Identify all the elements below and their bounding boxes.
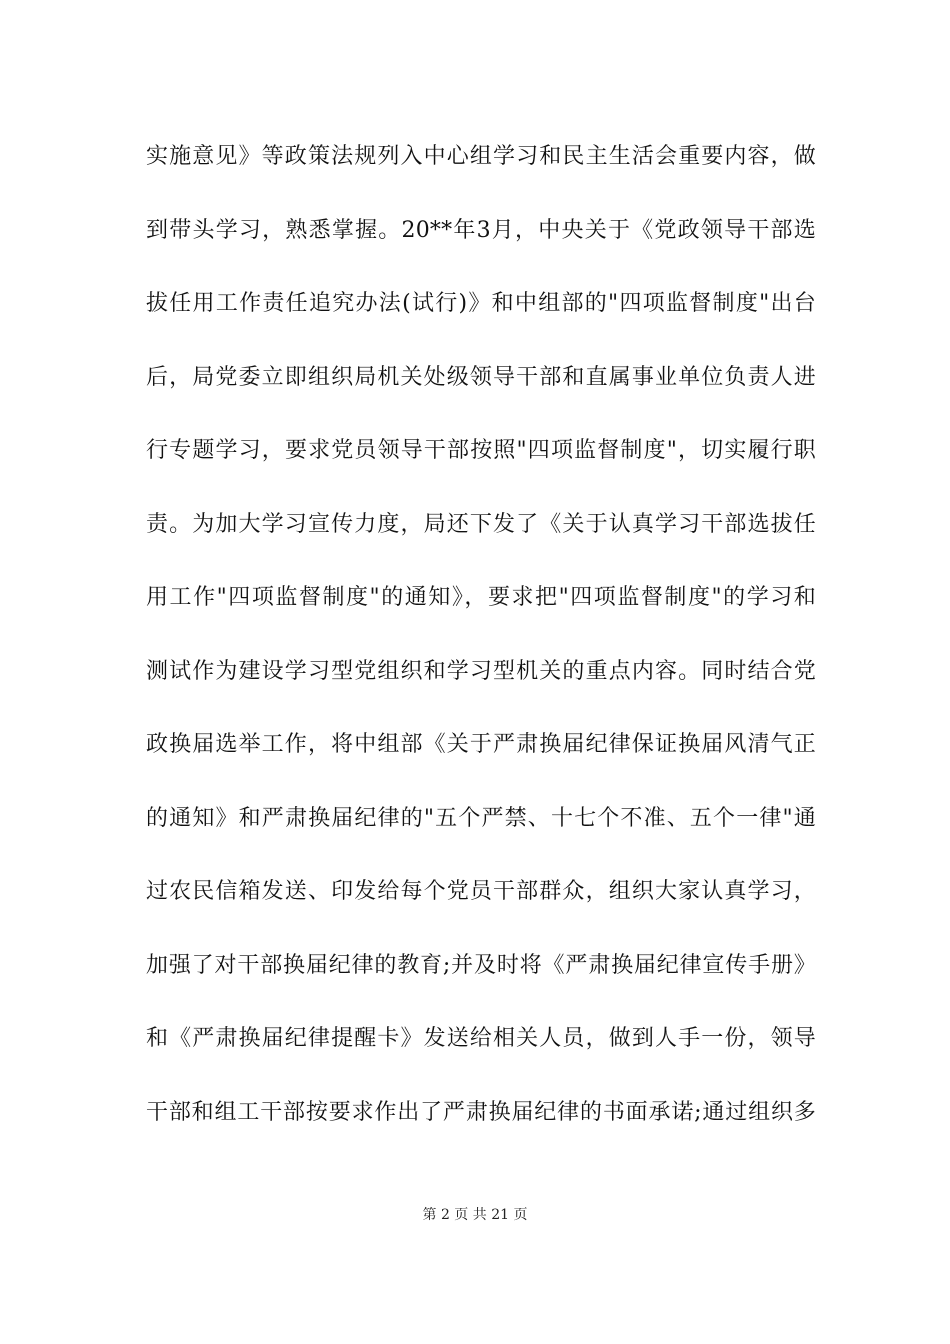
text-line: 拔任用工作责任追究办法(试行)》和中组部的"四项监督制度"出台 bbox=[146, 291, 816, 316]
text-line: 实施意见》等政策法规列入中心组学习和民主生活会重要内容，做 bbox=[146, 144, 816, 169]
text-line: 的通知》和严肃换届纪律的"五个严禁、十七个不准、五个一律"通 bbox=[146, 805, 816, 831]
text-line: 行专题学习，要求党员领导干部按照"四项监督制度"，切实履行职 bbox=[146, 438, 816, 463]
text-line: 过农民信箱发送、印发给每个党员干部群众，组织大家认真学习， bbox=[146, 879, 816, 904]
text-line: 和《严肃换届纪律提醒卡》发送给相关人员，做到人手一份，领导 bbox=[146, 1026, 816, 1051]
body-text bbox=[146, 134, 816, 1163]
text-line: 测试作为建设学习型党组织和学习型机关的重点内容。同时结合党 bbox=[146, 658, 816, 684]
text-line: 后，局党委立即组织局机关处级领导干部和直属事业单位负责人进 bbox=[146, 364, 816, 390]
text-line: 到带头学习，熟悉掌握。20**年3月，中央关于《党政领导干部选 bbox=[146, 217, 816, 243]
text-line: 责。为加大学习宣传力度，局还下发了《关于认真学习干部选拔任 bbox=[146, 511, 816, 537]
text-line: 政换届选举工作，将中组部《关于严肃换届纪律保证换届风清气正 bbox=[146, 732, 816, 757]
text-line: 加强了对干部换届纪律的教育;并及时将《严肃换届纪律宣传手册》 bbox=[146, 952, 816, 978]
text-line: 干部和组工干部按要求作出了严肃换届纪律的书面承诺;通过组织多 bbox=[146, 1099, 816, 1125]
page-number-footer: 第 2 页 共 21 页 bbox=[422, 1207, 528, 1223]
text-line: 用工作"四项监督制度"的通知》，要求把"四项监督制度"的学习和 bbox=[146, 585, 816, 610]
